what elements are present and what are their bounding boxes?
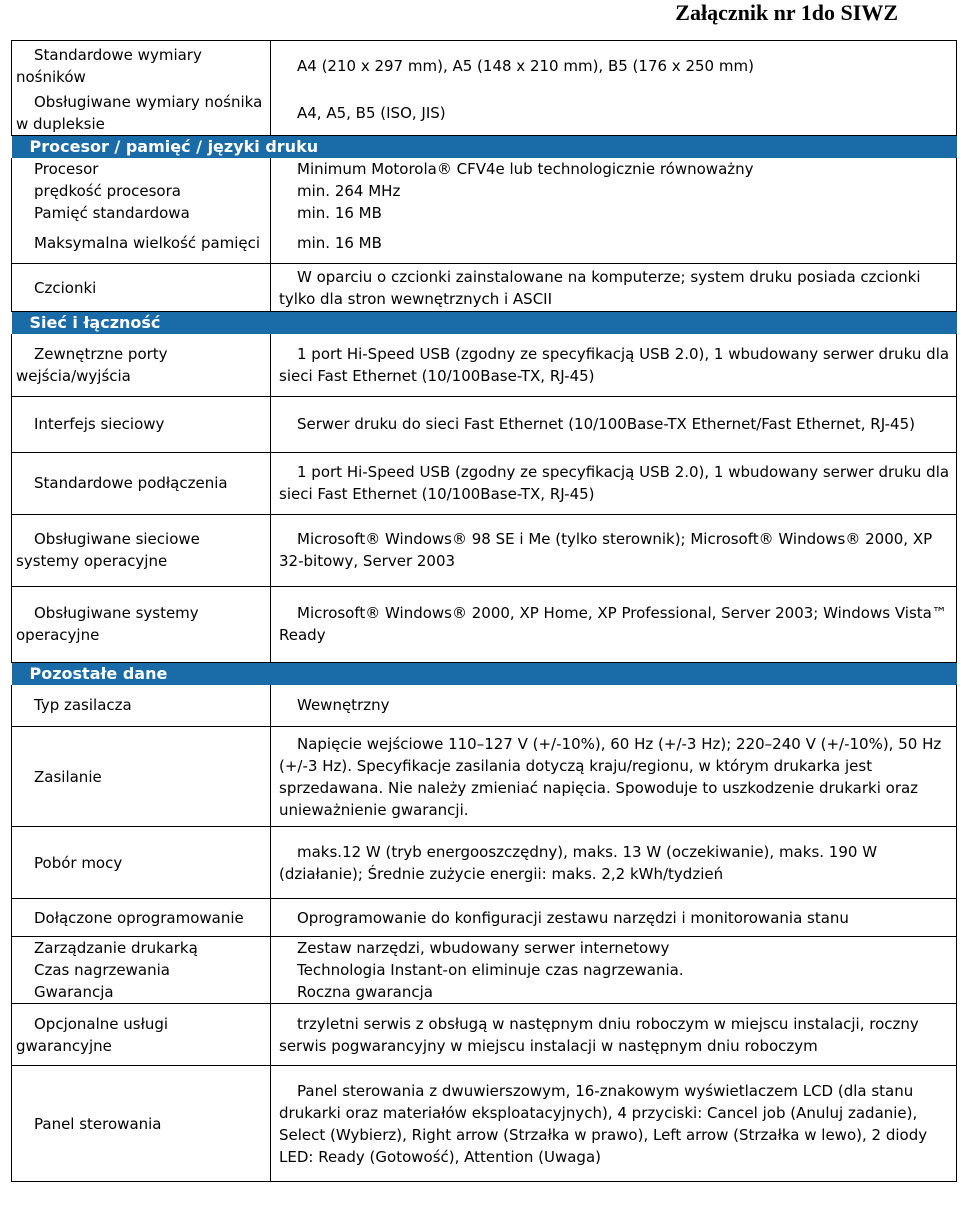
row-value: W oparciu o czcionki zainstalowane na komputerze; system druku posiada czcionki tylko dla stron wewnętrznych i ASCII: [271, 264, 957, 312]
row-value: min. 264 MHz: [271, 180, 957, 202]
row-value: trzyletni serwis z obsługą w następnym dniu roboczym w miejscu instalacji, roczny serwis pogwarancyjny w miejscu instalacji w następnym dniu roboczym: [271, 1004, 957, 1066]
row-value: Microsoft® Windows® 2000, XP Home, XP Professional, Server 2003; Windows Vista™ Ready: [271, 586, 957, 662]
table-row: [12, 685, 957, 727]
row-label: Obsługiwane systemy operacyjne: [12, 586, 271, 662]
row-label: Zarządzanie drukarką: [12, 937, 271, 960]
table-row: [12, 334, 957, 396]
row-label: Obsługiwane sieciowe systemy operacyjne: [12, 514, 271, 586]
table-row: [12, 827, 957, 899]
table-row: [12, 396, 957, 452]
row-label: Typ zasilacza: [12, 685, 271, 727]
row-label: Czcionki: [12, 264, 271, 312]
table-row: [12, 452, 957, 514]
row-value: Technologia Instant-on eliminuje czas nagrzewania.: [271, 959, 957, 981]
table-row: [12, 899, 957, 937]
row-value: Zestaw narzędzi, wbudowany serwer internetowy: [271, 937, 957, 960]
row-value: Panel sterowania z dwuwierszowym, 16-znakowym wyświetlaczem LCD (dla stanu drukarki oraz materiałów eksploatacyjnych), 4 przyciski: Cancel job (Anuluj zadanie), Select (Wybierz), Right arrow (Strzałka w prawo), Left arrow (Strzałka w lewo), 2 diody LED: Ready (Gotowość), Attention (Uwaga): [271, 1066, 957, 1182]
row-label: Pobór mocy: [12, 827, 271, 899]
row-label: Opcjonalne usługi gwarancyjne: [12, 1004, 271, 1066]
table-row: [12, 158, 957, 180]
table-row: [12, 264, 957, 312]
section-title: Procesor / pamięć / języki druku: [12, 135, 957, 158]
row-label: Interfejs sieciowy: [12, 396, 271, 452]
table-row: [12, 514, 957, 586]
row-value: 1 port Hi-Speed USB (zgodny ze specyfikacją USB 2.0), 1 wbudowany serwer druku dla sieci Fast Ethernet (10/100Base-TX, RJ-45): [271, 334, 957, 396]
row-value: A4 (210 x 297 mm), A5 (148 x 210 mm), B5 (176 x 250 mm): [271, 41, 957, 91]
section-header-procesor: [12, 135, 957, 158]
row-value: Microsoft® Windows® 98 SE i Me (tylko sterownik); Microsoft® Windows® 2000, XP 32-bitowy, Server 2003: [271, 514, 957, 586]
row-label: Gwarancja: [12, 981, 271, 1004]
table-row: [12, 91, 957, 136]
row-label: Pamięć standardowa: [12, 202, 271, 224]
table-row: [12, 41, 957, 91]
row-value: maks.12 W (tryb energooszczędny), maks. 13 W (oczekiwanie), maks. 190 W (działanie); Średnie zużycie energii: maks. 2,2 kWh/tydzień: [271, 827, 957, 899]
row-label: prędkość procesora: [12, 180, 271, 202]
table-row: [12, 202, 957, 224]
row-value: Roczna gwarancja: [271, 981, 957, 1004]
table-row: [12, 937, 957, 960]
table-row: [12, 727, 957, 827]
row-label: Panel sterowania: [12, 1066, 271, 1182]
spec-table: [11, 40, 957, 1182]
row-value: Napięcie wejściowe 110–127 V (+/-10%), 60 Hz (+/-3 Hz); 220–240 V (+/-10%), 50 Hz (+/-3 Hz). Specyfikacje zasilania dotyczą kraju/regionu, w którym drukarka jest sprzedawana. Nie należy zmieniać napięcia. Spowoduje to uszkodzenie drukarki oraz unieważnienie gwarancji.: [271, 727, 957, 827]
row-value: A4, A5, B5 (ISO, JIS): [271, 91, 957, 136]
row-value: Minimum Motorola® CFV4e lub technologicznie równoważny: [271, 158, 957, 180]
section-header-siec: [12, 312, 957, 335]
row-label: Standardowe podłączenia: [12, 452, 271, 514]
row-value: Oprogramowanie do konfiguracji zestawu narzędzi i monitorowania stanu: [271, 899, 957, 937]
row-value: Wewnętrzny: [271, 685, 957, 727]
row-label: Zasilanie: [12, 727, 271, 827]
section-title: Pozostałe dane: [12, 662, 957, 685]
row-value: 1 port Hi-Speed USB (zgodny ze specyfikacją USB 2.0), 1 wbudowany serwer druku dla sieci Fast Ethernet (10/100Base-TX, RJ-45): [271, 452, 957, 514]
row-label: Zewnętrzne porty wejścia/wyjścia: [12, 334, 271, 396]
table-row: [12, 224, 957, 264]
row-label: Obsługiwane wymiary nośnika w dupleksie: [12, 91, 271, 136]
row-value: min. 16 MB: [271, 202, 957, 224]
table-row: [12, 1004, 957, 1066]
table-row: [12, 981, 957, 1004]
row-label: Czas nagrzewania: [12, 959, 271, 981]
row-value: min. 16 MB: [271, 224, 957, 264]
table-row: [12, 586, 957, 662]
row-label: Dołączone oprogramowanie: [12, 899, 271, 937]
row-label: Maksymalna wielkość pamięci: [12, 224, 271, 264]
page-title: Załącznik nr 1do SIWZ: [675, 0, 898, 25]
section-header-pozostale: [12, 662, 957, 685]
table-row: [12, 1066, 957, 1182]
section-title: Sieć i łączność: [12, 312, 957, 335]
row-label: Standardowe wymiary nośników: [12, 41, 271, 91]
row-value: Serwer druku do sieci Fast Ethernet (10/100Base-TX Ethernet/Fast Ethernet, RJ-45): [271, 396, 957, 452]
table-row: [12, 959, 957, 981]
row-label: Procesor: [12, 158, 271, 180]
table-row: [12, 180, 957, 202]
